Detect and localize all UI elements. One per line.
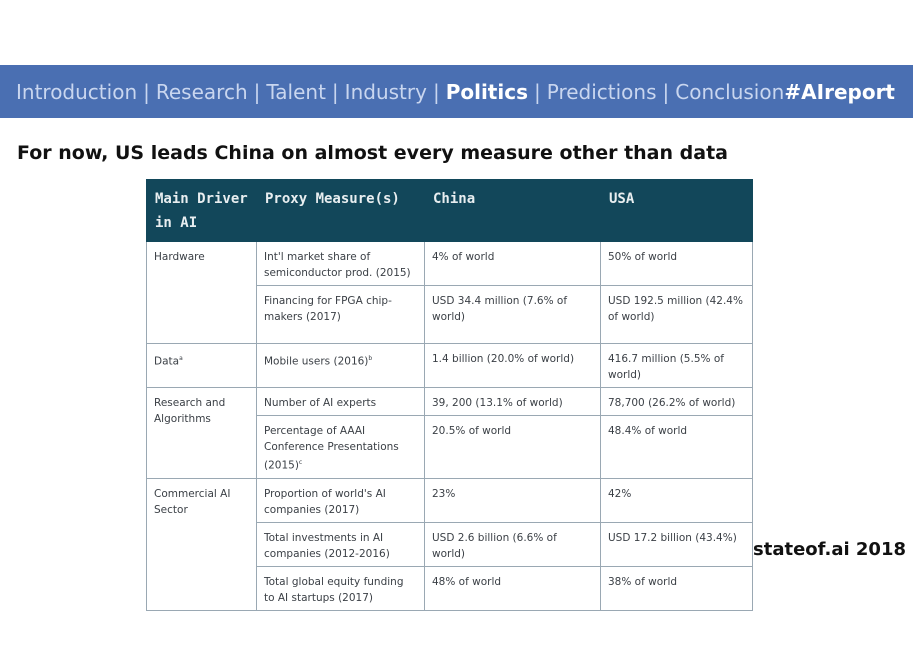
usa-cell: 416.7 million (5.5% of world) [601,344,753,388]
report-hashtag: #AIreport [784,79,895,104]
nav-separator: | [253,79,261,104]
nav-item-conclusion[interactable]: Conclusion [675,79,785,104]
usa-cell: 78,700 (26.2% of world) [601,388,753,416]
usa-cell: 50% of world [601,242,753,286]
driver-cell-research [147,388,257,479]
nav-separator: | [143,79,150,104]
china-cell: 20.5% of world [425,416,601,479]
driver-label: Data [154,355,180,368]
comparison-table-container [146,179,752,611]
proxy-cell: Int'l market share of semiconductor prod. (2015) [257,242,425,286]
usa-cell: USD 192.5 million (42.4% of world) [601,286,753,344]
source-credit: stateof.ai 2018 [753,539,907,560]
nav-separator: | [432,79,440,104]
china-cell: USD 34.4 million (7.6% of world) [425,286,601,344]
driver-label: Research and Algorithms [154,397,226,425]
header-china: China [425,180,601,242]
driver-cell-data [147,344,257,388]
china-cell: 4% of world [425,242,601,286]
proxy-label: Mobile users (2016) [264,355,369,368]
us-china-comparison-table [146,179,753,611]
china-cell: 23% [425,478,601,522]
china-cell: 1.4 billion (20.0% of world) [425,344,601,388]
china-cell: 39, 200 (13.1% of world) [425,388,601,416]
nav-separator: | [533,79,541,104]
footnote-marker: c [298,459,303,466]
nav-item-politics[interactable]: Politics [445,79,528,104]
proxy-cell: Financing for FPGA chip-makers (2017) [257,286,425,344]
footnote-marker: a [179,355,183,362]
usa-cell: 38% of world [601,566,753,610]
driver-label: Hardware [154,251,205,263]
nav-item-talent[interactable]: Talent [266,79,326,104]
usa-cell: 42% [601,478,753,522]
proxy-cell: Number of AI experts [257,388,425,416]
usa-cell: USD 17.2 billion (43.4%) [601,522,753,566]
china-cell: 48% of world [425,566,601,610]
section-nav-links [16,65,784,118]
table-row [147,242,753,286]
driver-cell-commercial [147,478,257,610]
usa-cell: 48.4% of world [601,416,753,479]
proxy-cell: Total global equity funding to AI startups (2017) [257,566,425,610]
section-nav-bar [0,65,913,118]
proxy-cell: Proportion of world's AI companies (2017) [257,478,425,522]
table-row [147,388,753,416]
header-usa: USA [601,180,753,242]
proxy-cell [257,344,425,388]
table-row [147,344,753,388]
proxy-label: Percentage of AAAI Conference Presentations (2015) [264,425,399,472]
header-main-driver: Main Driver in AI [147,180,257,242]
driver-cell-hardware [147,242,257,344]
table-header-row [147,180,753,242]
nav-separator: | [662,79,670,104]
nav-separator: | [331,79,339,104]
nav-item-industry[interactable]: Industry [344,79,427,104]
slide-title: For now, US leads China on almost every measure other than data [17,142,728,164]
proxy-cell [257,416,425,479]
nav-item-research[interactable]: Research [155,79,248,104]
footnote-marker: b [368,355,373,362]
proxy-cell: Total investments in AI companies (2012-2016) [257,522,425,566]
nav-item-predictions[interactable]: Predictions [546,79,657,104]
table-row [147,478,753,522]
header-proxy-measure: Proxy Measure(s) [257,180,425,242]
china-cell: USD 2.6 billion (6.6% of world) [425,522,601,566]
nav-item-introduction[interactable]: Introduction [16,79,138,104]
driver-label: Commercial AI Sector [154,487,231,516]
